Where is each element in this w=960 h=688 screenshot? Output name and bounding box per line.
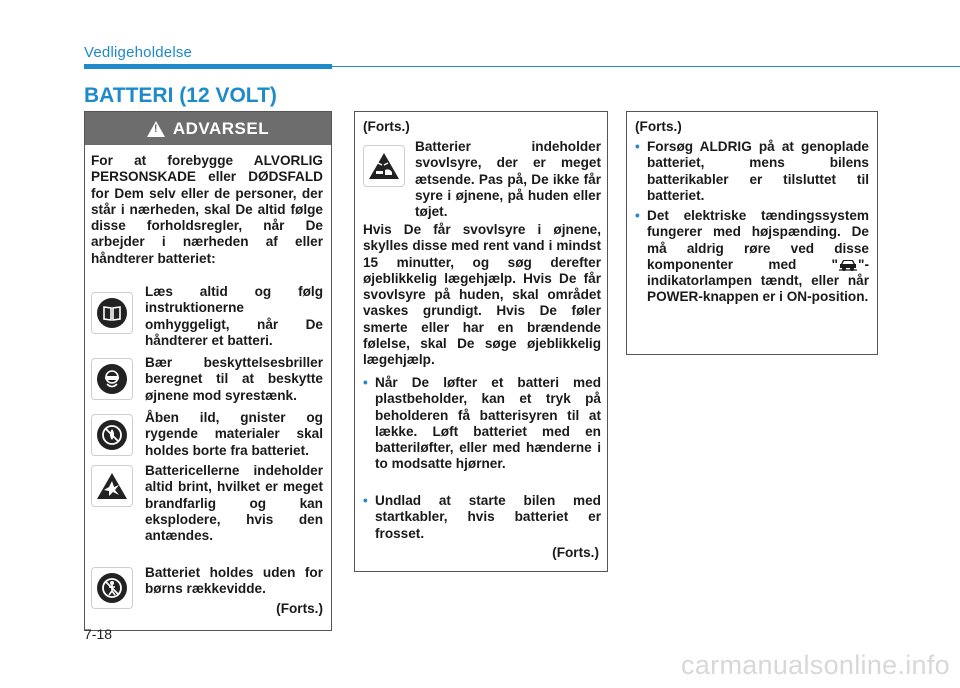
acid-warning-text: Batterier indeholder svovlsyre, der er meget ætsende. Pas på, De ikke får syre i øjnene, på huden eller tøjet.: [415, 139, 601, 220]
bullet-text: Forsøg ALDRIG på at genoplade batteriet, mens bilens batterikabler er tilsluttet til batteriet.: [647, 139, 869, 203]
section-label: Vedligeholdelse: [84, 44, 193, 61]
warning-header: [85, 112, 331, 145]
first-aid-paragraph: Hvis De får svovlsyre i øjnene, skylles disse med rent vand i mindst 15 minutter, og søg derefter øjeblikkelig lægehjælp. Hvis De får svovlsyre på huden, skal området vaskes grundigt. Hvis De føler smerte eller har en brændende følelse, skal De søge øjeblikkelig lægehjælp.: [363, 222, 601, 368]
warning-item-text: Battericellerne indeholder altid brint, hvilket er meget brandfarlig og kan eksplodere, hvis den antændes.: [145, 463, 323, 544]
continued-label: (Forts.): [276, 601, 323, 616]
list-item: [363, 493, 601, 542]
header-rule-thick: [84, 64, 332, 69]
warning-item-text: Bær beskyttelsesbriller beregnet til at beskytte øjnene mod syrestænk.: [145, 355, 323, 403]
ready-car-icon: [838, 257, 858, 272]
page-number: 7-18: [84, 626, 113, 642]
bullet-dot: •: [363, 493, 368, 508]
continued-label: (Forts.): [635, 119, 682, 134]
content-box-right: [626, 111, 878, 355]
manual-book-icon: [91, 292, 133, 334]
content-box-middle: [354, 111, 608, 572]
eye-protection-icon: [91, 358, 133, 400]
bullet-text: Når De løfter et batteri med plastbeholder, kan et tryk på beholderen få batterisyren til at lække. Løft batteriet med en batteriløfter, eller med hænderne i to modsatte hjørner.: [375, 375, 601, 472]
header-rule-thin: [332, 66, 960, 67]
explosion-hazard-icon: [91, 465, 133, 507]
continued-label: (Forts.): [363, 119, 410, 134]
watermark: carmanualsonline.info: [681, 650, 950, 680]
list-item: [363, 375, 601, 473]
bullet-text: Undlad at starte bilen med startkabler, hvis batteriet er frosset.: [375, 493, 601, 541]
warning-header-label: ADVARSEL: [172, 118, 270, 138]
bullet-dot: •: [363, 375, 368, 390]
warning-item-text: Læs altid og følg instruktionerne omhyggeligt, når De håndterer et batteri.: [145, 284, 323, 348]
bullet-dot: •: [635, 139, 640, 154]
bullet-text-after-icon: "-indikatorlampen tændt, eller når POWER-knappen er i ON-position.: [647, 256, 869, 305]
keep-from-children-icon: [91, 567, 133, 609]
bullet-dot: •: [635, 208, 640, 223]
warning-item-text: Åben ild, gnister og rygende materialer skal holdes borte fra batteriet.: [145, 410, 323, 458]
bullet-text-before-icon: Det elektriske tændingssystem fungerer med højspænding. De må aldrig røre ved disse komponenter med ": [647, 208, 869, 272]
list-item: [635, 139, 869, 204]
continued-label: (Forts.): [552, 545, 599, 560]
no-flame-icon: [91, 414, 133, 456]
bullet-text: [647, 208, 869, 306]
warning-box: [84, 111, 332, 631]
corrosive-acid-icon: [363, 145, 405, 187]
list-item: [635, 208, 869, 306]
warning-item-text: Batteriet holdes uden for børns rækkevidde.: [145, 565, 323, 597]
warning-triangle-icon: [147, 121, 165, 137]
warning-intro: For at forebygge ALVORLIG PERSONSKADE eller DØDSFALD for Dem selv eller de personer, der står i nærheden, skal De altid følge disse forholdsregler, når De arbejder i nærheden af eller håndterer batteriet:: [91, 153, 323, 266]
page-title: BATTERI (12 VOLT): [84, 84, 277, 107]
